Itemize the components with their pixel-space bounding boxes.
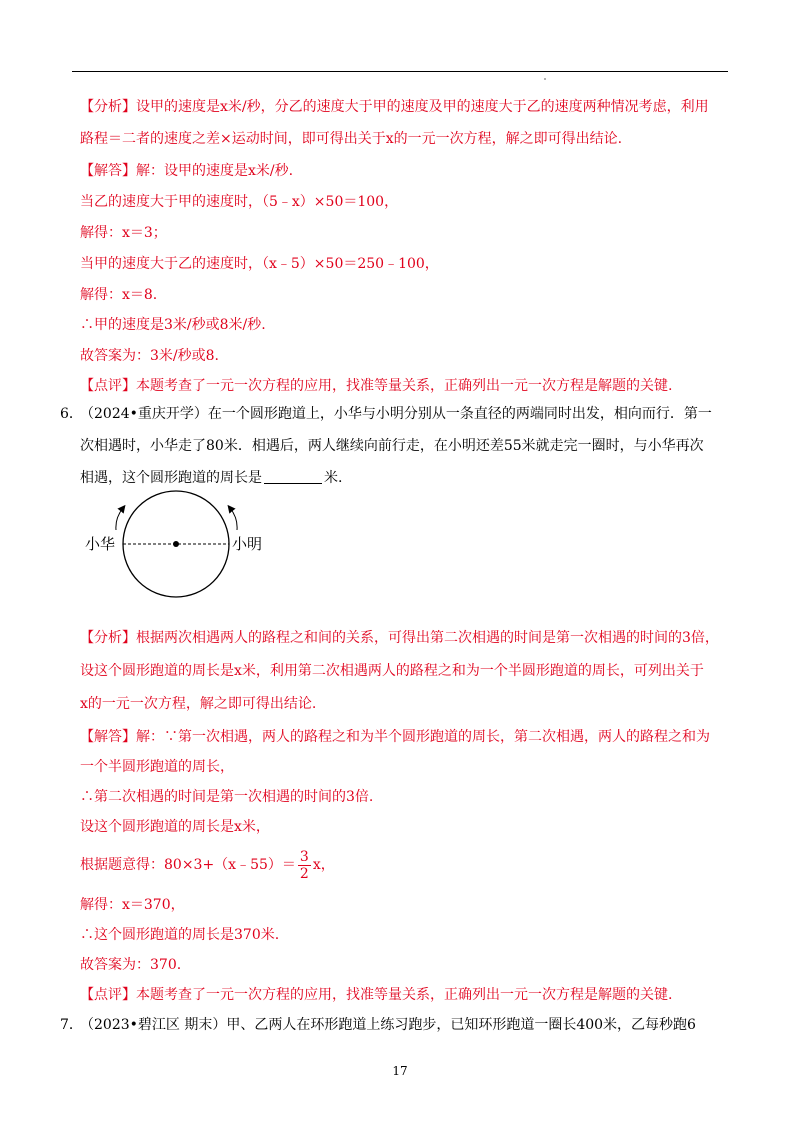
q6-line-1: （2024•重庆开学）在一个圆形跑道上，小华与小明分别从一条直径的两端同时出发，相向而行．第一 <box>80 406 712 422</box>
center-point <box>173 541 179 547</box>
q6-line-3 <box>80 468 342 488</box>
q6-solution-line-3: ∴第二次相遇的时间是第一次相遇的时间的3倍. <box>80 789 374 805</box>
question-number-6: 6． <box>60 406 83 422</box>
q6-line-3-unit: 米. <box>324 470 343 486</box>
analysis-line-1: 【分析】设甲的速度是x米/秒，分乙的速度大于甲的速度及甲的速度大于乙的速度两种情况考虑，利用 <box>80 99 709 115</box>
q6-solution-line-2: 一个半圆形跑道的周长， <box>80 759 234 775</box>
q6-solution-line-1: 【解答】解：∵第一次相遇，两人的路程之和为半个圆形跑道的周长，第二次相遇，两人的路程之和为 <box>80 729 710 745</box>
label-xiaohua: 小华 <box>85 535 116 553</box>
answer-blank <box>264 469 322 484</box>
label-xiaoming: 小明 <box>232 535 263 553</box>
fraction-three-halves <box>298 849 311 882</box>
q6-line-2: 次相遇时，小华走了80米．相遇后，两人继续向前行走，在小明还差55米就走完一圈时，与小华再次 <box>80 438 704 454</box>
analysis-line-2: 路程＝二者的速度之差×运动时间，即可得出关于x的一元一次方程，解之即可得出结论. <box>80 131 623 147</box>
q6-analysis-line-2: 设这个圆形跑道的周长是x米，利用第二次相遇两人的路程之和为一个半圆形跑道的周长，可列出关于 <box>80 663 704 679</box>
comment-line: 【点评】本题考查了一元一次方程的应用，找准等量关系，正确列出一元一次方程是解题的关键. <box>80 378 673 394</box>
solution-line-7: 故答案为：3米/秒或8. <box>80 348 219 364</box>
q6-solution-line-7: ∴这个圆形跑道的周长是370米. <box>80 927 280 943</box>
question-number-7: 7． <box>60 1017 83 1033</box>
fraction-denominator: 2 <box>299 865 309 882</box>
header-dot <box>544 78 546 80</box>
q7-line-1: （2023•碧江区 期末）甲、乙两人在环形跑道上练习跑步，已知环形跑道一圈长400米，乙每秒跑6 <box>80 1017 696 1033</box>
equation-right: x， <box>312 857 335 873</box>
solution-line-2: 当乙的速度大于甲的速度时，（5﹣x）×50＝100， <box>80 194 399 210</box>
q6-solution-line-8: 故答案为：370. <box>80 957 182 973</box>
equation-left: 根据题意得：80×3+（x﹣55）＝ <box>80 857 296 873</box>
page-number: 17 <box>392 1064 408 1078</box>
q6-analysis-line-1: 【分析】根据两次相遇两人的路程之和间的关系，可得出第二次相遇的时间是第一次相遇的时间的3倍， <box>80 630 719 646</box>
fraction-numerator: 3 <box>299 848 309 865</box>
solution-line-1: 【解答】解：设甲的速度是x米/秒. <box>80 163 294 179</box>
left-direction-arrow <box>116 508 123 530</box>
solution-line-3: 解得：x＝3； <box>80 225 167 241</box>
q6-equation-line <box>80 845 335 885</box>
q6-solution-line-4: 设这个圆形跑道的周长是x米， <box>80 819 270 835</box>
q6-analysis-line-3: x的一元一次方程，解之即可得出结论. <box>80 696 317 712</box>
header-rule <box>72 71 728 72</box>
q6-line-3-text: 相遇，这个圆形跑道的周长是 <box>80 470 262 486</box>
q6-solution-line-6: 解得：x＝370， <box>80 897 185 913</box>
right-direction-arrow <box>230 508 237 530</box>
solution-line-6: ∴甲的速度是3米/秒或8米/秒. <box>80 317 266 333</box>
q6-comment-line: 【点评】本题考查了一元一次方程的应用，找准等量关系，正确列出一元一次方程是解题的关键. <box>80 987 673 1003</box>
solution-line-4: 当甲的速度大于乙的速度时，（x﹣5）×50＝250﹣100， <box>80 256 439 272</box>
solution-line-5: 解得：x＝8. <box>80 287 158 303</box>
